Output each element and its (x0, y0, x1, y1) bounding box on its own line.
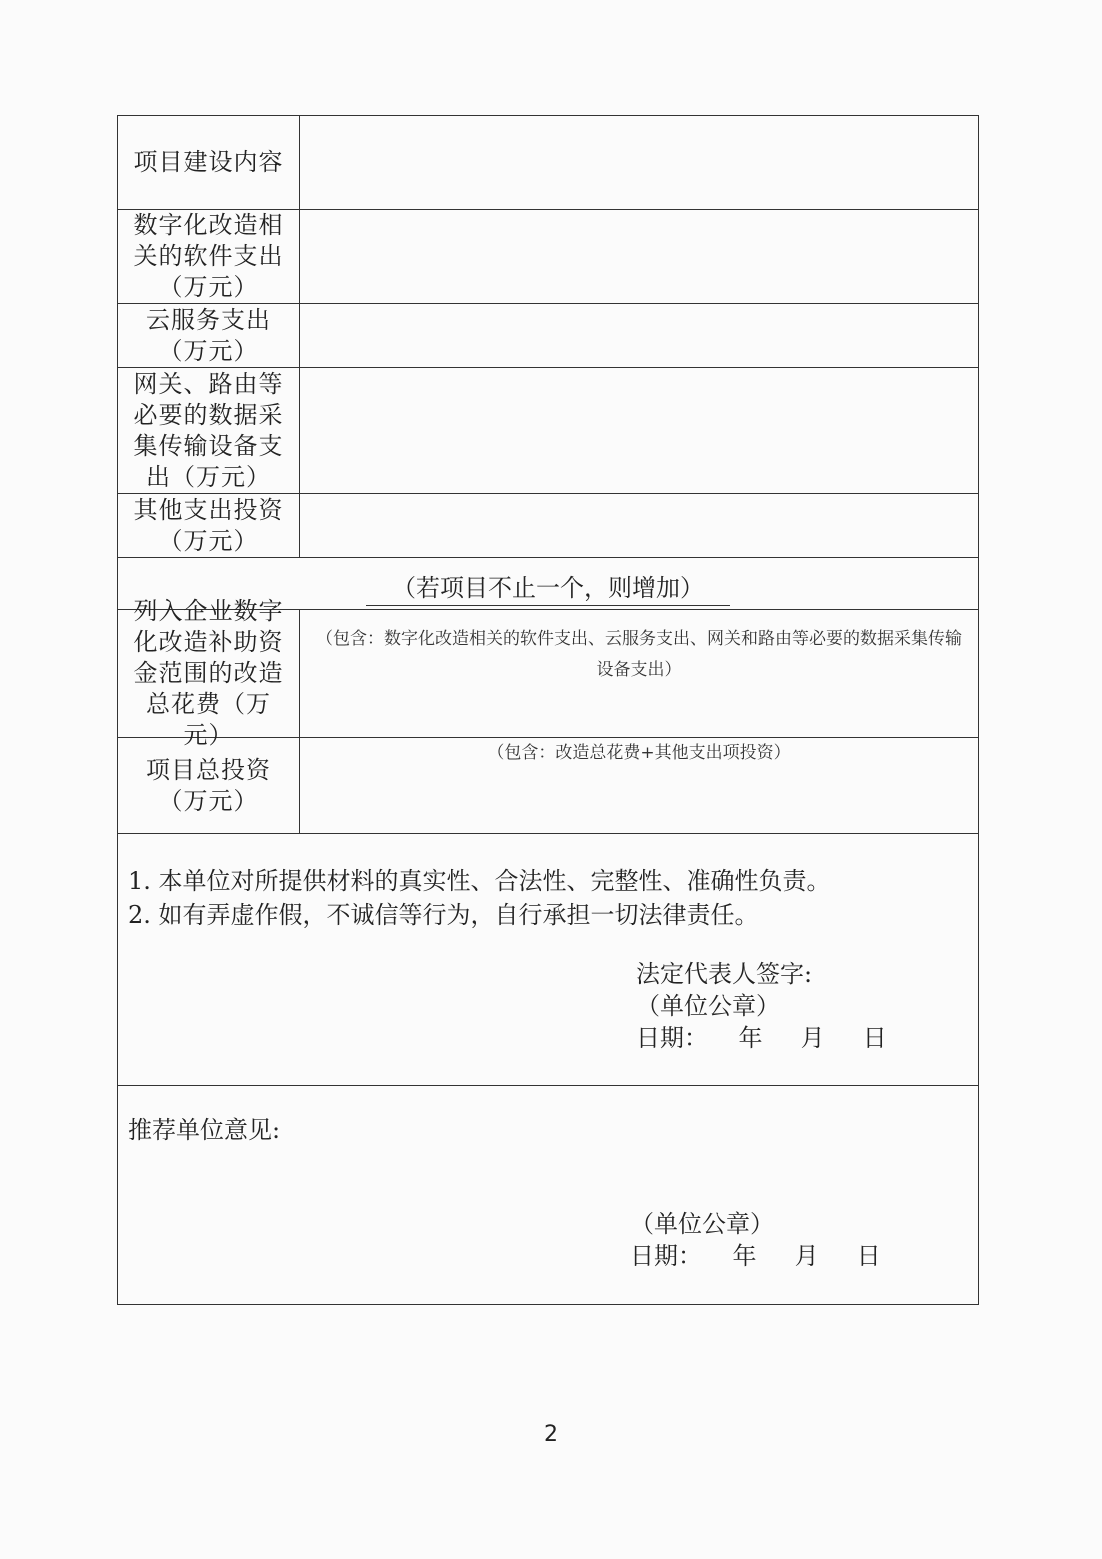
construction-content-label: 项目建设内容 (118, 116, 300, 209)
total-investment-label: 项目总投资（万元） (118, 738, 300, 833)
cloud-expense-label: 云服务支出（万元） (118, 304, 300, 367)
subsidy-total-label: 列入企业数字化改造补助资金范围的改造总花费（万元） (118, 610, 300, 737)
add-more-note: （若项目不止一个，则增加） (366, 568, 730, 606)
application-form-table (117, 115, 979, 1305)
other-investment-label: 其他支出投资（万元） (118, 494, 300, 557)
row-equipment-expense (118, 368, 978, 494)
recommendation-seal: （单位公章） (630, 1210, 774, 1238)
row-construction-content (118, 116, 978, 210)
recommendation-label: 推荐单位意见: (128, 1116, 281, 1144)
row-software-expense (118, 210, 978, 304)
software-expense-label: 数字化改造相关的软件支出（万元） (118, 210, 300, 303)
row-recommendation (118, 1086, 978, 1306)
row-declaration (118, 834, 978, 1086)
row-total-investment (118, 738, 978, 834)
declaration-seal: （单位公章） (636, 992, 780, 1020)
total-investment-note: （包含：改造总花费+其他支出项投资） (487, 743, 791, 763)
declaration-date: 日期： 年 月 日 (636, 1024, 887, 1052)
row-other-investment (118, 494, 978, 558)
row-subsidy-total (118, 597, 978, 749)
subsidy-total-field[interactable] (300, 610, 978, 737)
declaration-line-1: 1. 本单位对所提供材料的真实性、合法性、完整性、准确性负责。 (128, 867, 831, 895)
row-cloud-expense (118, 304, 978, 368)
equipment-expense-field[interactable] (300, 368, 978, 493)
legal-representative-signature-label: 法定代表人签字: (636, 960, 813, 988)
page-number: 2 (544, 1422, 558, 1447)
construction-content-field[interactable] (300, 116, 978, 209)
other-investment-field[interactable] (300, 494, 978, 557)
cloud-expense-field[interactable] (300, 304, 978, 367)
subsidy-total-note: （包含：数字化改造相关的软件支出、云服务支出、网关和路由等必要的数据采集传输设备支出） (316, 629, 962, 680)
declaration-line-2: 2. 如有弄虚作假，不诚信等行为，自行承担一切法律责任。 (128, 901, 759, 929)
recommendation-date: 日期： 年 月 日 (630, 1242, 881, 1270)
total-investment-field[interactable] (300, 738, 978, 833)
software-expense-field[interactable] (300, 210, 978, 303)
equipment-expense-label: 网关、路由等必要的数据采集传输设备支出（万元） (118, 368, 300, 493)
